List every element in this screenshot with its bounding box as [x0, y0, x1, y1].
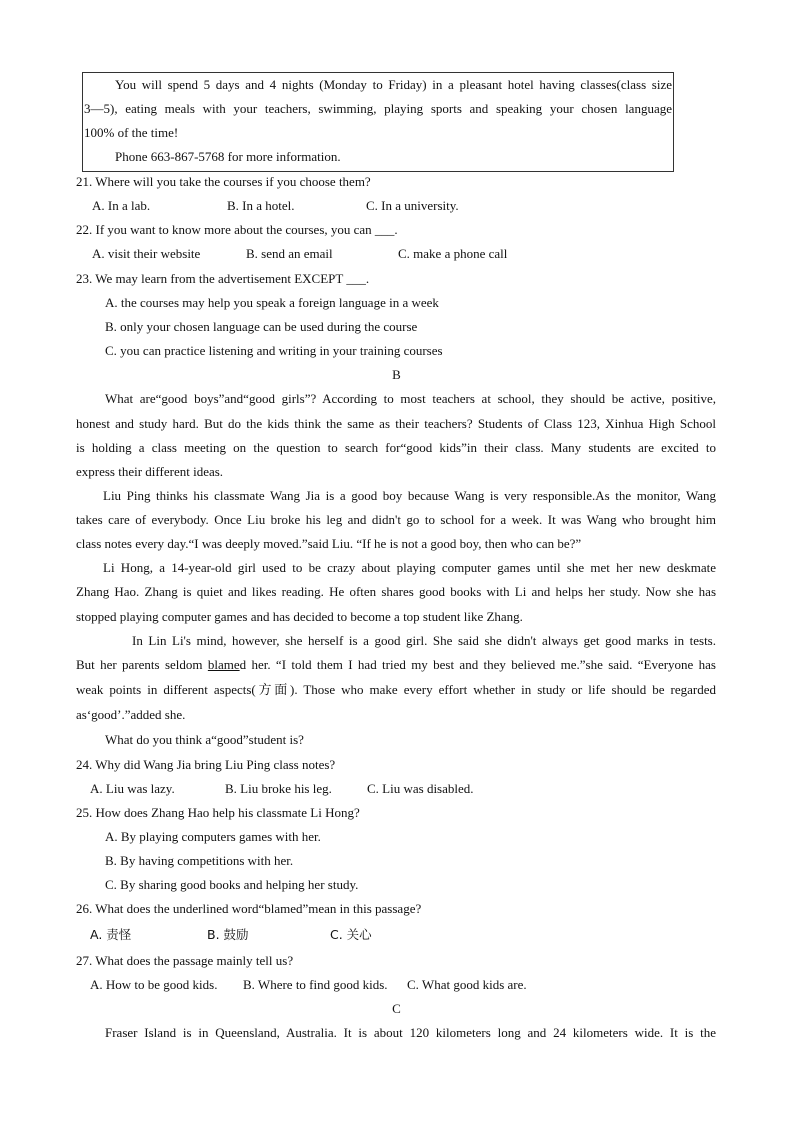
b-p2-line2: takes care of everybody. Once Liu broke his leg and didn't go to school for a week. It was Wang who brought him	[76, 512, 716, 527]
b-p2-line3: class notes every day.“I was deeply moved.”said Liu. “If he is not a good boy, then who can be?”	[76, 536, 582, 551]
q21-option-b[interactable]: B. In a hotel.	[227, 198, 295, 213]
q25-option-b[interactable]: B. By having competitions with her.	[105, 853, 294, 868]
b-p4-line2-post: d her. “I told them I had tried my best and they believed me.”she said. “Everyone has	[239, 657, 716, 672]
q23-option-b[interactable]: B. only your chosen language can be used during the course	[105, 319, 418, 334]
q23-option-c[interactable]: C. you can practice listening and writing in your training courses	[105, 343, 443, 358]
q24-option-a[interactable]: A. Liu was lazy.	[90, 781, 175, 796]
q26-option-b[interactable]: B. 鼓励	[207, 927, 249, 942]
b-p5: What do you think a“good”student is?	[105, 732, 304, 747]
q22-option-c[interactable]: C. make a phone call	[398, 246, 508, 261]
q25-option-c[interactable]: C. By sharing good books and helping her study.	[105, 877, 359, 892]
ad-line-3: 100% of the time!	[84, 125, 179, 140]
q27-option-b[interactable]: B. Where to find good kids.	[243, 977, 388, 992]
q24-option-b[interactable]: B. Liu broke his leg.	[225, 781, 332, 796]
b-p1-line2: honest and study hard. But do the kids think the same as their teachers? Students of Class 123, Xinhua High School	[76, 416, 716, 431]
q25-option-a[interactable]: A. By playing computers games with her.	[105, 829, 321, 844]
b-p3-line2: Zhang Hao. Zhang is quiet and likes reading. He often shares good books with Li and helps her study. Now she has	[76, 584, 716, 599]
q26-option-a[interactable]: A. 责怪	[90, 927, 132, 942]
q27-option-a[interactable]: A. How to be good kids.	[90, 977, 218, 992]
q27-stem: 27. What does the passage mainly tell us?	[76, 953, 294, 968]
ad-line-1: You will spend 5 days and 4 nights (Monday to Friday) in a pleasant hotel having classes(class size	[115, 77, 672, 92]
b-p2-line1: Liu Ping thinks his classmate Wang Jia is a good boy because Wang is very responsible.As the monitor, Wang	[103, 488, 716, 503]
q26-stem: 26. What does the underlined word“blamed”mean in this passage?	[76, 901, 422, 916]
section-c-label: C	[392, 1001, 401, 1016]
q21-option-a[interactable]: A. In a lab.	[92, 198, 151, 213]
q22-option-a[interactable]: A. visit their website	[92, 246, 201, 261]
q22-stem: 22. If you want to know more about the courses, you can ___.	[76, 222, 398, 237]
b-p4-line3: weak points in different aspects(方面). Those who make every effort whether in study or life should be regarded	[76, 682, 716, 697]
q22-option-b[interactable]: B. send an email	[246, 246, 333, 261]
c-p1-line1: Fraser Island is in Queensland, Australia. It is about 120 kilometers long and 24 kilometers wide. It is the	[105, 1025, 716, 1040]
q23-option-a[interactable]: A. the courses may help you speak a foreign language in a week	[105, 295, 439, 310]
ad-phone: Phone 663-867-5768 for more information.	[115, 149, 341, 164]
q24-option-c[interactable]: C. Liu was disabled.	[367, 781, 474, 796]
q26-option-c[interactable]: C. 关心	[330, 927, 372, 942]
b-p4-line1: In Lin Li's mind, however, she herself is a good girl. She said she didn't always get good marks in tests.	[132, 633, 716, 648]
b-p3-line3: stopped playing computer games and has decided to become a top student like Zhang.	[76, 609, 523, 624]
q21-stem: 21. Where will you take the courses if you choose them?	[76, 174, 371, 189]
b-p1-line4: express their different ideas.	[76, 464, 224, 479]
q23-stem: 23. We may learn from the advertisement EXCEPT ___.	[76, 271, 370, 286]
b-p1-line1: What are“good boys”and“good girls”? According to most teachers at school, they should be active, positive,	[105, 391, 716, 406]
ad-line-2: 3—5), eating meals with your teachers, swimming, playing sports and speaking your chosen language	[84, 101, 672, 116]
section-b-label: B	[392, 367, 401, 382]
b-p4-line2-pre: But her parents seldom	[76, 657, 208, 672]
b-p4-line4: as‘good’.”added she.	[76, 707, 186, 722]
q24-stem: 24. Why did Wang Jia bring Liu Ping class notes?	[76, 757, 336, 772]
b-p4-line2	[76, 657, 716, 673]
b-p3-line1: Li Hong, a 14-year-old girl used to be crazy about playing computer games until she met her new deskmate	[103, 560, 716, 575]
underlined-word-blamed: blame	[207, 657, 240, 672]
q21-option-c[interactable]: C. In a university.	[366, 198, 459, 213]
q25-stem: 25. How does Zhang Hao help his classmate Li Hong?	[76, 805, 360, 820]
b-p1-line3: is holding a class meeting on the question to search for“good kids”in their class. Many students are excited to	[76, 440, 716, 455]
q27-option-c[interactable]: C. What good kids are.	[407, 977, 527, 992]
